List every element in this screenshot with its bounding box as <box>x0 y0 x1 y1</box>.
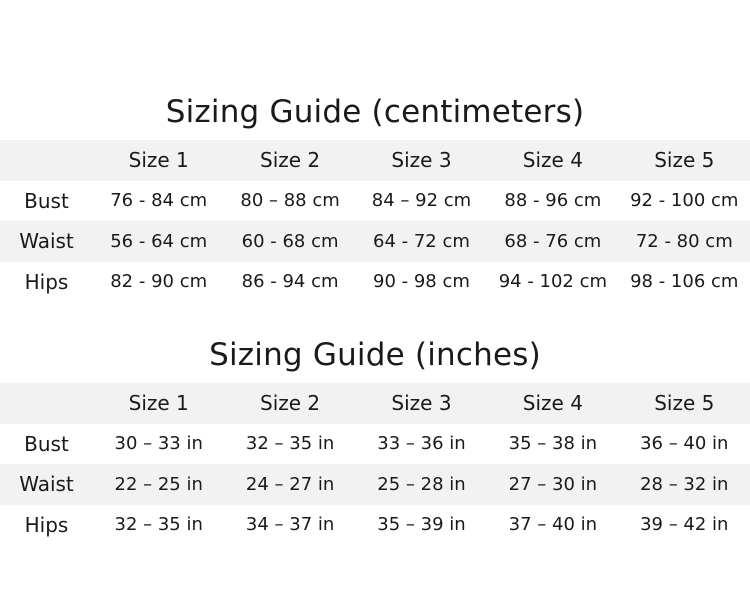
table-cell: 68 - 76 cm <box>487 221 618 262</box>
table-cell: 90 - 98 cm <box>373 271 470 293</box>
table-cell: 56 - 64 cm <box>93 221 224 262</box>
header-cell: Size 3 <box>356 383 487 424</box>
table-row-hips <box>0 262 750 303</box>
table-cell: 64 - 72 cm <box>356 221 487 262</box>
header-cell: Size 2 <box>224 383 355 424</box>
header-cell-empty <box>0 383 93 424</box>
table-cell: 35 – 38 in <box>508 433 598 455</box>
table-cell: 34 – 37 in <box>245 514 335 536</box>
table-row-bust <box>0 181 750 222</box>
header-cell: Size 4 <box>487 383 618 424</box>
table-cell: 98 - 106 cm <box>630 271 739 293</box>
row-label: Hips <box>24 269 69 294</box>
row-label: Hips <box>24 512 69 537</box>
sizing-guide-inches <box>0 331 750 545</box>
table-cell: 30 – 33 in <box>114 433 203 455</box>
table-title: Sizing Guide (centimeters) <box>165 94 585 130</box>
sizing-guide-cm <box>0 88 750 302</box>
table-row-waist <box>0 221 750 262</box>
table-cell: 84 – 92 cm <box>371 190 472 212</box>
row-label: Bust <box>24 188 69 213</box>
table-cell: 37 – 40 in <box>508 514 598 536</box>
table-title: Sizing Guide (inches) <box>209 337 541 373</box>
header-cell: Size 2 <box>224 140 355 181</box>
table-cell: 24 – 27 in <box>224 464 355 505</box>
header-cell: Size 4 <box>487 140 618 181</box>
table-cell: 76 - 84 cm <box>110 190 208 212</box>
header-cell: Size 1 <box>93 140 224 181</box>
table-cell: 22 – 25 in <box>93 464 224 505</box>
table-cell: 88 - 96 cm <box>504 190 602 212</box>
table-row-waist <box>0 464 750 505</box>
table-cell: 39 – 42 in <box>640 514 729 536</box>
table-row-bust <box>0 424 750 465</box>
table-cell: 60 - 68 cm <box>224 221 355 262</box>
table-cell: 35 – 39 in <box>377 514 466 536</box>
table-cell: 27 – 30 in <box>487 464 618 505</box>
table-cell: 28 – 32 in <box>619 464 750 505</box>
row-label: Bust <box>24 431 69 456</box>
table-cell: 86 - 94 cm <box>241 271 339 293</box>
table-cell: 80 – 88 cm <box>240 190 340 212</box>
header-row <box>0 140 750 181</box>
row-label: Waist <box>0 464 93 505</box>
header-cell: Size 5 <box>619 140 750 181</box>
table-cell: 32 – 35 in <box>245 433 335 455</box>
size-table-inches <box>0 383 750 545</box>
table-row-hips <box>0 505 750 546</box>
header-row <box>0 383 750 424</box>
header-cell: Size 3 <box>356 140 487 181</box>
table-cell: 33 – 36 in <box>377 433 466 455</box>
table-cell: 25 – 28 in <box>356 464 487 505</box>
header-cell: Size 1 <box>93 383 224 424</box>
size-table-cm <box>0 140 750 302</box>
header-cell: Size 5 <box>619 383 750 424</box>
table-cell: 92 - 100 cm <box>630 190 739 212</box>
table-cell: 72 - 80 cm <box>619 221 750 262</box>
table-cell: 82 - 90 cm <box>110 271 208 293</box>
table-cell: 32 – 35 in <box>114 514 203 536</box>
row-label: Waist <box>0 221 93 262</box>
table-cell: 94 - 102 cm <box>498 271 608 293</box>
table-cell: 36 – 40 in <box>640 433 729 455</box>
header-cell-empty <box>0 140 93 181</box>
